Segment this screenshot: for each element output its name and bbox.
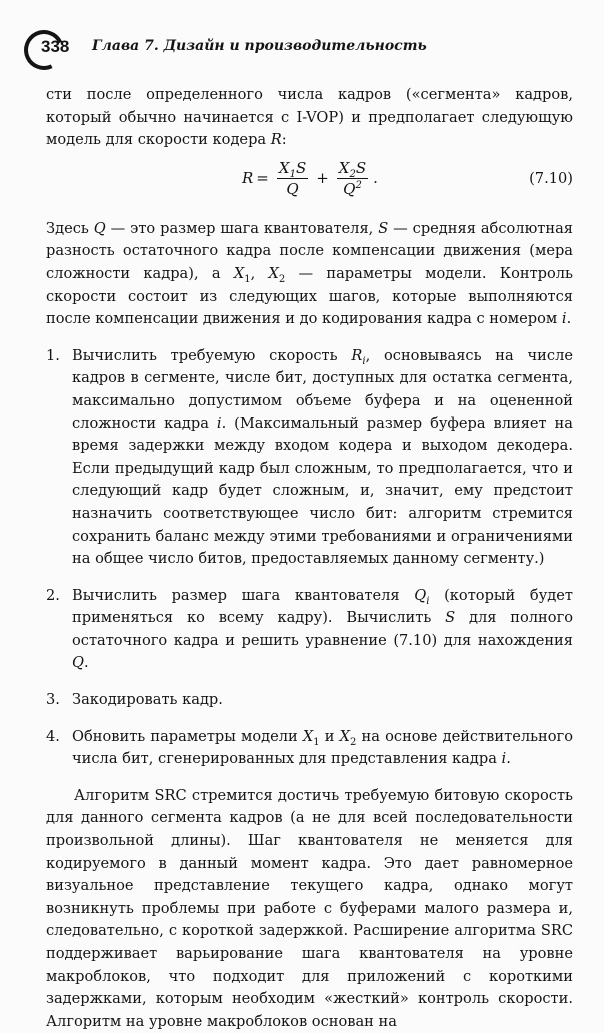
list-item: 3. Закодировать кадр. xyxy=(46,691,223,709)
list-item: 1. Вычислить требуемую скорость $R_i$, основываясь на числе кадров в сегменте, числе бит, доступных для остатка сегмента, максимально допустимом объеме буфера и на оцененной сложности кадра i. (Максимальный размер буфера влияет на время задержки между входом кодера и выходом декодера. Если предыдущий кадр был сложным, то предполагается, что и следующий кадр будет сложным, и, значит, ему предстоит назначить соответствующее число бит: алгоритм стремится сохранить баланс между этими требованиями и ограничениями на общее число битов, предоставляемых данному сегменту.) xyxy=(46,346,573,568)
definitions-paragraph: Здесь Q — это размер шага квантователя, S — средняя абсолютная разность остаточного кадра после компенсации движения (мера сложности кадра), а $X_1$, $X_2$ — параметры модели. Контроль скорости состоит из следующих шагов, которые выполняются после компенсации движения и до кодирования кадра с номером i. xyxy=(46,219,573,328)
page-body xyxy=(46,84,573,1033)
list-item: 2. Вычислить размер шага квантователя $Q_i$ (который будет применяться ко всему кадру). Вычислить S для полного остаточного кадра и решить уравнение (7.10) для нахождения Q. xyxy=(46,586,573,672)
list-item: 4. Обновить параметры модели $X_1$ и $X_2$ на основе действительного числа бит, сгенерированных для представления кадра i. xyxy=(46,727,573,768)
intro-paragraph: сти после определенного числа кадров («сегмента» кадров, который обычно начинается с I-VOP) и предполагает следующую модель для скорости кодера R: xyxy=(46,86,573,149)
equation-number: (7.10) xyxy=(529,169,573,187)
page-number: 338 xyxy=(41,37,70,56)
equation-7-10 xyxy=(46,154,573,214)
steps-list xyxy=(46,345,573,771)
fraction-2: $\frac{X_2S}{Q^2}$ xyxy=(338,158,367,198)
page-header xyxy=(24,30,584,70)
equation-formula: R = $\frac{X_1S}{Q}$ + $\frac{X_2S}{Q^2}$ . xyxy=(242,158,378,198)
running-title: Глава 7. Дизайн и производительность xyxy=(92,38,427,54)
fraction-1: $\frac{X_1S}{Q}$ xyxy=(278,158,307,198)
closing-paragraph: Алгоритм SRC стремится достичь требуемую битовую скорость для данного сегмента кадров (а не для всей последовательности произвольной длины). Шаг квантователя не меняется для кодируемого в данный момент кадра. Это дает равномерное визуальное представление текущего кадра, однако могут возникнуть проблемы при работе с буферами малого размера и, следовательно, с короткой задержкой. Расширение алгоритма SRC поддерживает варьирование шага квантователя на уровне макроблоков, что подходит для приложений с короткими задержками, которым необходим «жесткий» контроль скорости. Алгоритм на уровне макроблоков основан на xyxy=(46,786,573,1030)
